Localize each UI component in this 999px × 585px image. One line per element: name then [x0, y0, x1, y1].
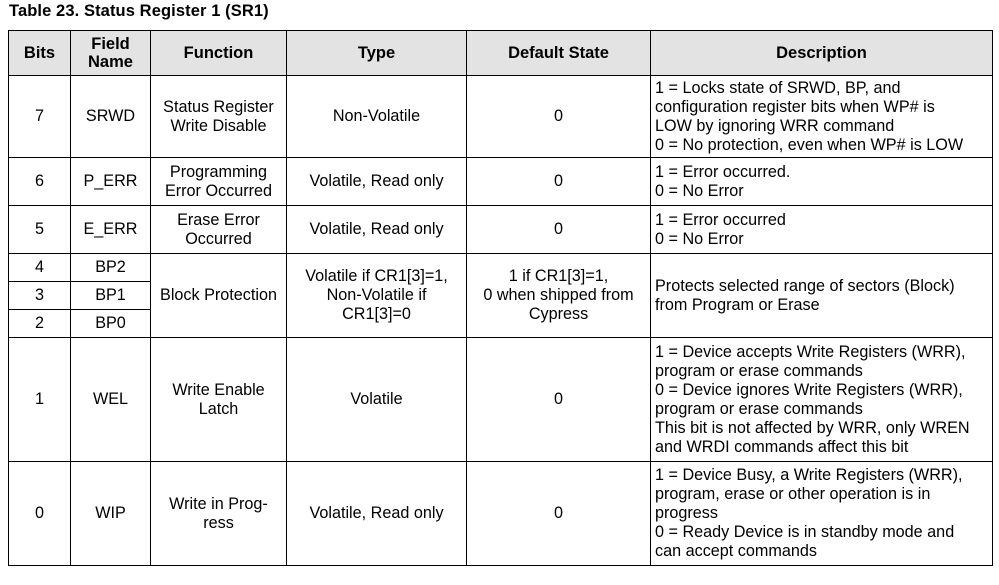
table-row — [9, 338, 993, 462]
bit-cell: 3 — [9, 282, 71, 310]
default-state-cell: 0 — [467, 76, 651, 158]
header-default-state: Default State — [467, 31, 651, 76]
function-line: ress — [203, 513, 234, 532]
table-row — [9, 76, 993, 158]
field-name-cell: WIP — [71, 462, 151, 566]
description-line: program, erase or other operation is in — [655, 485, 931, 503]
bit-cell: 0 — [9, 462, 71, 566]
description-line: 1 = Device Busy, a Write Registers (WRR), — [655, 466, 963, 484]
field-name-cell: E_ERR — [71, 206, 151, 254]
description-line: program or erase commands — [655, 361, 863, 380]
function-line: Error Occurred — [164, 181, 273, 200]
description-line: 0 = No Error — [655, 181, 744, 200]
function-cell: Block Protection — [151, 254, 287, 338]
header-bits: Bits — [9, 31, 71, 76]
function-line: Write Enable — [172, 380, 265, 399]
description-line: LOW by ignoring WRR command — [655, 116, 895, 135]
description-line: Protects selected range of sectors (Block) — [655, 276, 955, 295]
bit-cell: 2 — [9, 310, 71, 338]
bit-cell: 4 — [9, 254, 71, 282]
function-cell — [151, 158, 287, 206]
description-line: 1 = Locks state of SRWD, BP, and — [655, 78, 901, 97]
description-line: progress — [655, 504, 718, 522]
type-cell: Non-Volatile — [287, 76, 467, 158]
header-function: Function — [151, 31, 287, 76]
type-line: Non-Volatile if — [326, 286, 427, 304]
function-line: Write Disable — [170, 116, 267, 135]
function-line: Status Register — [163, 97, 274, 116]
function-line: Occurred — [185, 229, 252, 248]
default-state-cell: 0 — [467, 462, 651, 566]
table-row — [9, 158, 993, 206]
field-name-cell: SRWD — [71, 76, 151, 158]
table-row — [9, 254, 993, 282]
header-field-name-line1: Field — [91, 35, 130, 53]
status-register-table — [8, 30, 993, 566]
description-line: This bit is not affected by WRR, only WREN — [655, 418, 970, 437]
type-cell: Volatile, Read only — [287, 206, 467, 254]
field-name-cell: BP1 — [71, 282, 151, 310]
description-cell — [651, 462, 993, 566]
description-line: can accept commands — [655, 542, 817, 560]
table-row — [9, 206, 993, 254]
description-line: 1 = Device accepts Write Registers (WRR), — [655, 342, 966, 361]
table-row — [9, 462, 993, 566]
description-line: 0 = No protection, even when WP# is LOW — [655, 135, 964, 154]
header-description: Description — [651, 31, 993, 76]
function-line: Erase Error — [177, 210, 260, 229]
header-field-name-line2: Name — [88, 53, 133, 71]
default-state-cell: 0 — [467, 338, 651, 462]
bit-cell: 6 — [9, 158, 71, 206]
type-line: Volatile if CR1[3]=1, — [305, 267, 448, 285]
type-cell — [287, 254, 467, 338]
type-line: CR1[3]=0 — [342, 305, 411, 323]
default-line: 0 when shipped from — [483, 286, 634, 304]
type-cell: Volatile — [287, 338, 467, 462]
table-header-row — [9, 31, 993, 76]
description-line: 1 = Error occurred — [655, 210, 786, 229]
default-state-cell: 0 — [467, 158, 651, 206]
function-line: Latch — [198, 399, 239, 418]
description-line: and WRDI commands affect this bit — [655, 437, 909, 456]
field-name-cell: BP2 — [71, 254, 151, 282]
table-caption: Table 23. Status Register 1 (SR1) — [9, 2, 269, 20]
description-line: 0 = Device ignores Write Registers (WRR), — [655, 380, 963, 399]
description-cell — [651, 158, 993, 206]
function-cell — [151, 338, 287, 462]
bit-cell: 1 — [9, 338, 71, 462]
function-line: Write in Prog- — [169, 494, 268, 513]
default-line: Cypress — [528, 305, 589, 323]
default-line: 1 if CR1[3]=1, — [508, 267, 609, 285]
description-cell — [651, 254, 993, 338]
description-line: program or erase commands — [655, 399, 863, 418]
description-cell — [651, 76, 993, 158]
type-cell: Volatile, Read only — [287, 462, 467, 566]
description-line: 0 = No Error — [655, 229, 744, 248]
header-field-name — [71, 31, 151, 76]
description-line: from Program or Erase — [655, 295, 820, 314]
field-name-cell: P_ERR — [71, 158, 151, 206]
bit-cell: 5 — [9, 206, 71, 254]
description-line: 1 = Error occurred. — [655, 162, 791, 181]
field-name-cell: BP0 — [71, 310, 151, 338]
field-name-cell: WEL — [71, 338, 151, 462]
description-line: 0 = Ready Device is in standby mode and — [655, 523, 955, 541]
default-state-cell: 0 — [467, 206, 651, 254]
description-cell — [651, 206, 993, 254]
function-line: Programming — [169, 162, 268, 181]
header-type: Type — [287, 31, 467, 76]
description-cell — [651, 338, 993, 462]
function-cell — [151, 206, 287, 254]
type-cell: Volatile, Read only — [287, 158, 467, 206]
description-line: configuration register bits when WP# is — [655, 97, 935, 116]
function-cell — [151, 76, 287, 158]
function-cell — [151, 462, 287, 566]
default-state-cell — [467, 254, 651, 338]
bit-cell: 7 — [9, 76, 71, 158]
